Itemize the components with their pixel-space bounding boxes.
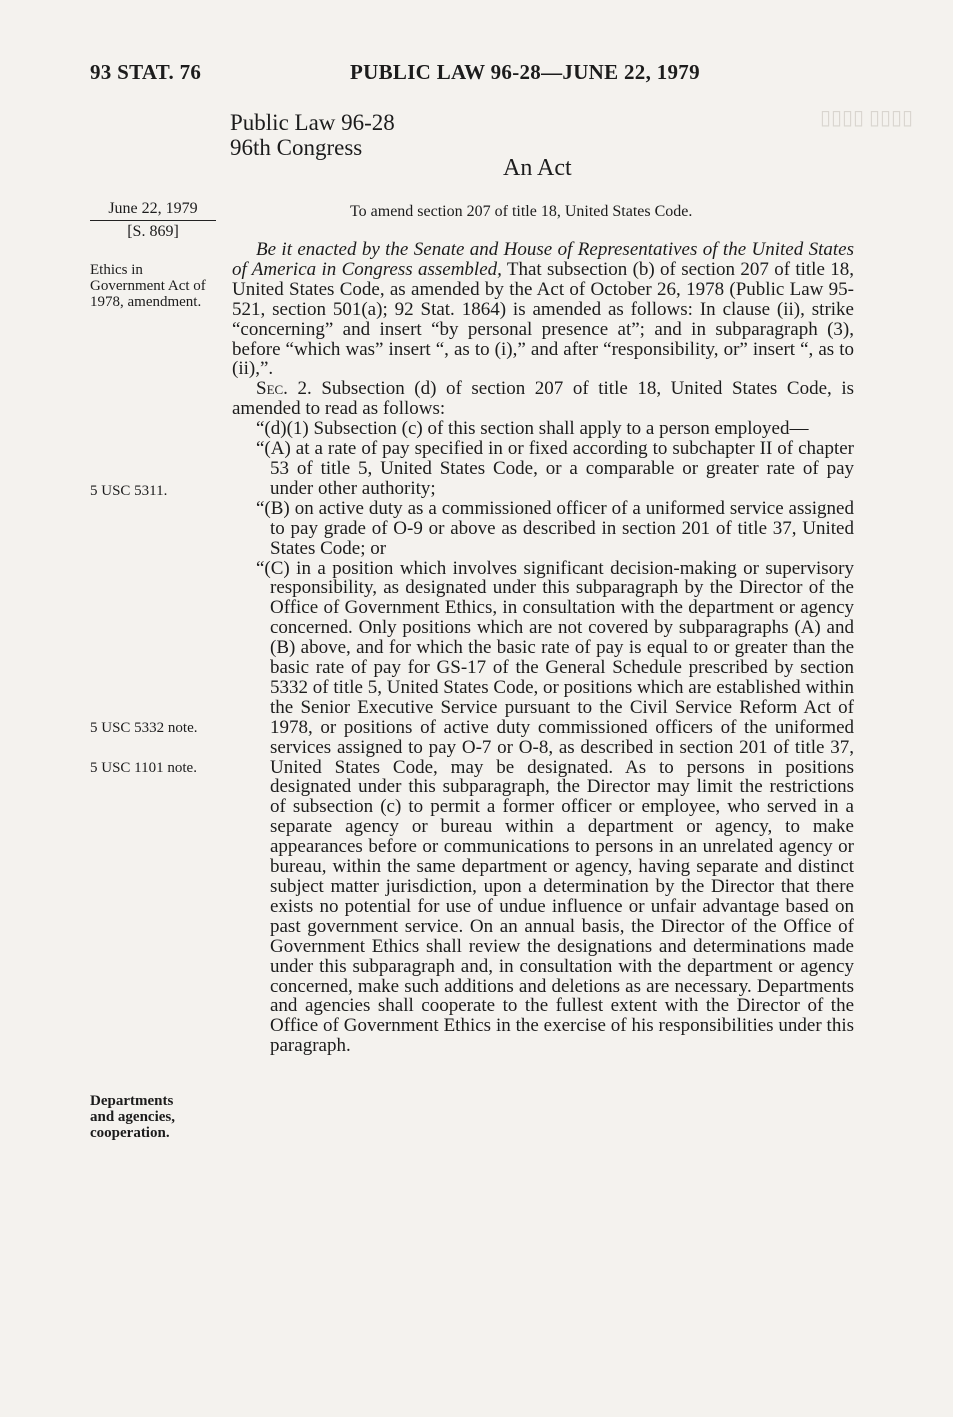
section-1 — [232, 240, 854, 379]
act-body — [232, 240, 854, 1056]
margin-date-block — [90, 200, 216, 241]
section-2-text: Subsection (d) of section 207 of title 18, United States Code, is amended to read as follows: — [232, 378, 854, 420]
bill-number: [S. 869] — [127, 223, 179, 240]
public-law-number: Public Law 96-28 — [230, 110, 395, 135]
law-identification — [230, 110, 395, 160]
margin-note-ethics: Ethics in Government Act of 1978, amendment. — [90, 262, 206, 310]
section-2-label: Sec. 2. — [256, 378, 312, 400]
enactment-date: June 22, 1979 — [90, 200, 216, 221]
subsection-d1: “(d)(1) Subsection (c) of this section shall apply to a person employed— — [256, 418, 809, 440]
page-reference: 93 STAT. 76 — [90, 60, 202, 84]
act-purpose: To amend section 207 of title 18, United States Code. — [350, 203, 693, 220]
margin-note-usc-5311: 5 USC 5311. — [90, 483, 168, 499]
act-title: An Act — [503, 155, 572, 181]
margin-note-departments: Departments and agencies, cooperation. — [90, 1093, 176, 1141]
subparagraph-a: “(A) at a rate of pay specified in or fixed according to subchapter II of chapter 53 of title 5, United States Code, or a comparable or greater rate of pay under other authority; — [256, 438, 854, 499]
section-2 — [232, 379, 854, 419]
subparagraph-c: “(C) in a position which involves significant decision-making or supervisory responsibility, as designated under this subparagraph by the Director of the Office of Government Ethics, in consultation with the department or agency concerned. Only positions which are not covered by subparagraphs (A) and (B) above, and for which the basic rate of pay is equal to or greater than the basic rate of pay for GS-17 of the General Schedule prescribed by section 5332 of title 5, United States Code, or positions which are established within the Senior Executive Service pursuant to the Civil Service Reform Act of 1978, or positions of active duty commissioned officers of the uniformed services assigned to pay O-7 or O-8, as described in section 201 of title 37, United States Code, may be designated. As to persons in positions designated under this subparagraph, the Director may limit the restrictions of subsection (c) to permit a former officer or employee, who served in a separate agency or bureau within a department or agency, to make appearances before or communications to persons in an unrelated agency or bureau, within the same department or agency, having separate and distinct subject matter jurisdiction, upon a determination by the Director that there exists no potential for use of undue influence or unfair advantage based on past government service. On an annual basis, the Director of the Office of Government Ethics shall review the designations and determinations made under this subparagraph and, in consultation with the department or agency concerned, make such additions and deletions as are necessary. Departments and agencies shall cooperate to the fullest extent with the Director of the Office of Government Ethics in the exercise of his responsibilities under this paragraph. — [256, 557, 854, 1057]
margin-note-usc-5332: 5 USC 5332 note. — [90, 720, 198, 736]
enacting-clause: Be it enacted by the Senate and House of Representatives of the United States of America in Congress assembled, — [232, 239, 854, 280]
congress-number: 96th Congress — [230, 135, 363, 160]
subparagraph-b: “(B) on active duty as a commissioned officer of a uniformed service assigned to pay grade of O-9 or above as described in section 201 of title 37, United States Code; or — [256, 497, 854, 559]
bleed-through-decoration: ▯▯▯▯ ▯▯▯▯ — [820, 107, 914, 129]
margin-note-usc-1101: 5 USC 1101 note. — [90, 760, 197, 776]
section-1-text: That subsection (b) of section 207 of title 18, United States Code, as amended by the Act of October 26, 1978 (Public Law 95-521, section 501(a); 92 Stat. 1864) is amended as follows: In clause (ii), strike “concerning” and insert “by personal presence at”; and in subparagraph (3), before “which was” insert “, as to (i),” and after “responsibility, or” insert “, as to (ii),”. — [232, 258, 854, 380]
running-title: PUBLIC LAW 96-28—JUNE 22, 1979 — [350, 60, 700, 84]
